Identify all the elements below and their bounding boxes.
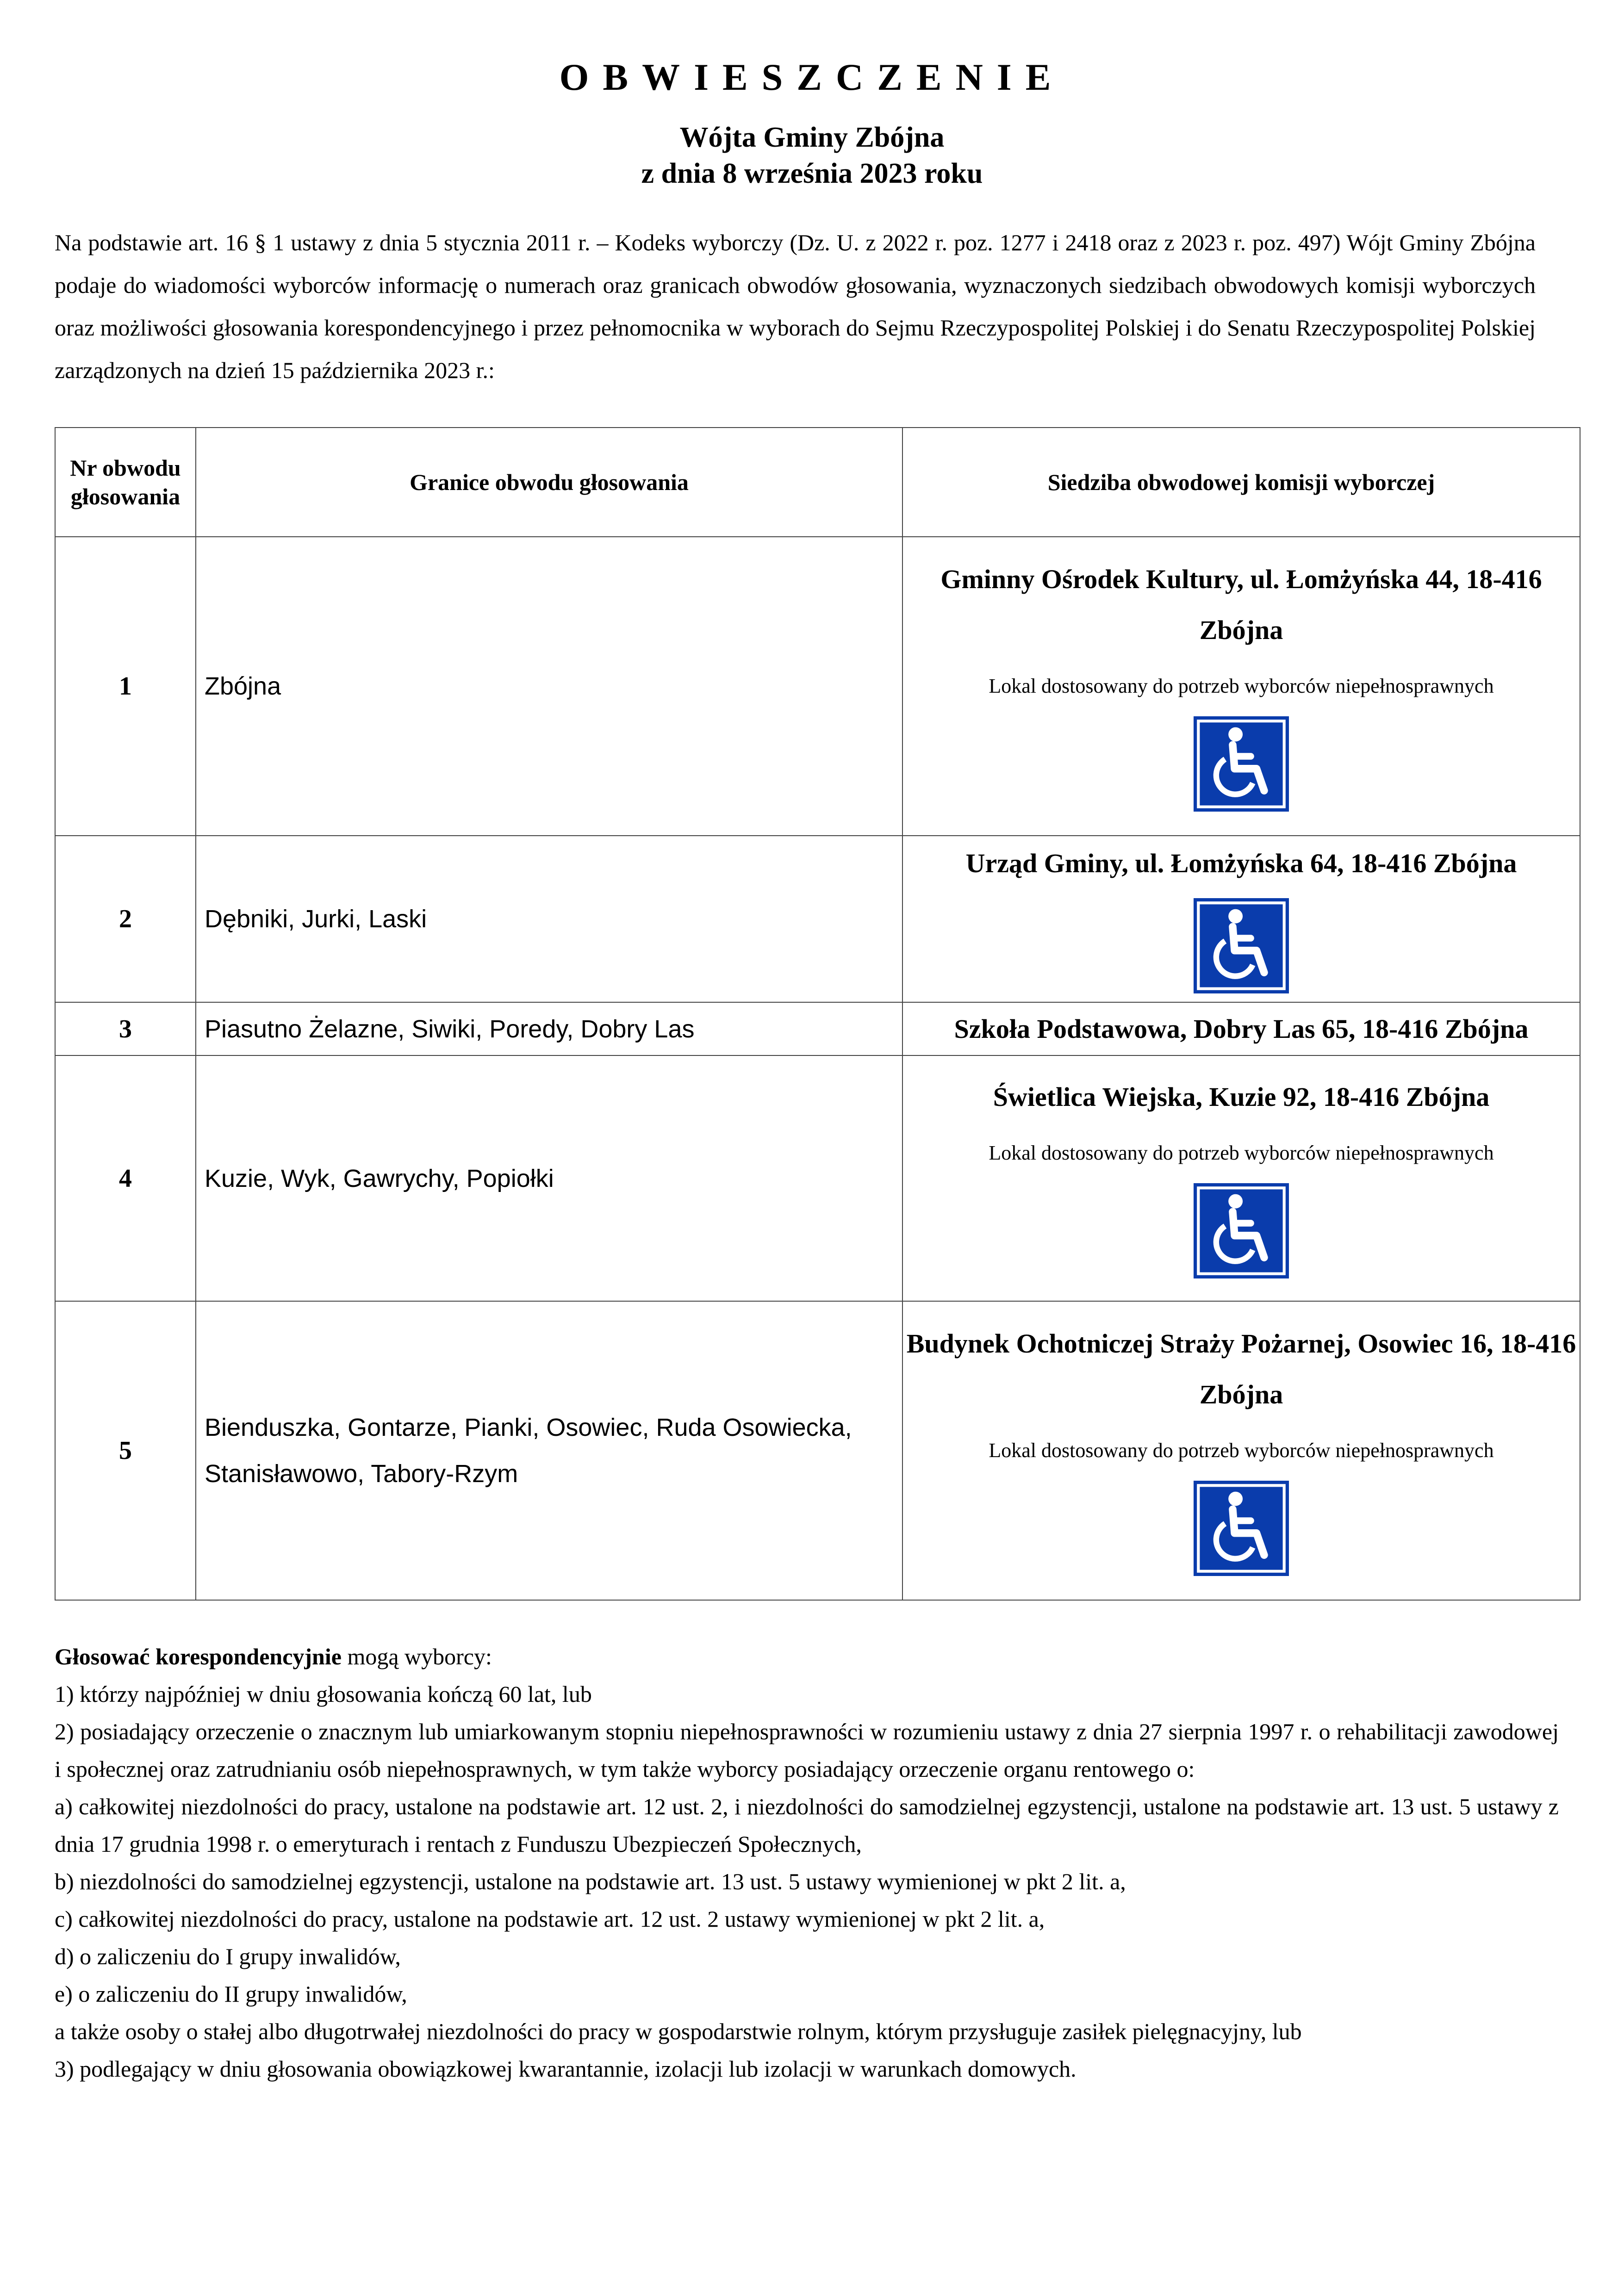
intro-paragraph: Na podstawie art. 16 § 1 ustawy z dnia 5 stycznia 2011 r. – Kodeks wyborczy (Dz. U. z 2022 r. poz. 1277 i 2418 oraz z 2023 r. poz. 497) Wójt Gminy Zbójna podaje do wiadomości wyborców informację o numerach oraz granicach obwodów głosowania, wyznaczonych siedzibach obwodowych komisji wyborczych oraz możliwości głosowania korespondencyjnego i przez pełnomocnika w wyborach do Sejmu Rzeczypospolitej Polskiej i do Senatu Rzeczypospolitej Polskiej zarządzonych na dzień 15 października 2023 r.: [55, 230, 1536, 383]
table-row [55, 1301, 1580, 1600]
commission-seat [902, 1301, 1580, 1600]
table-row [55, 1055, 1580, 1301]
commission-seat [902, 1055, 1580, 1301]
postal-item: 1) którzy najpóźniej w dniu głosowania kończą 60 lat, lub [55, 1681, 592, 1707]
district-number: 3 [55, 1002, 196, 1055]
district-number: 5 [55, 1301, 196, 1600]
accessibility-note: Lokal dostosowany do potrzeb wyborców niepełnosprawnych [989, 1141, 1494, 1164]
wheelchair-icon [1194, 898, 1289, 993]
table-row [55, 537, 1580, 836]
seat-name: Urząd Gminy, ul. Łomżyńska 64, 18-416 Zbójna [965, 848, 1517, 878]
postal-item: 3) podlegający w dniu głosowania obowiązkowej kwarantannie, izolacji lub izolacji w warunkach domowych. [55, 2056, 1076, 2082]
postal-lead-bold: Głosować korespondencyjnie [55, 1644, 342, 1669]
table-row [55, 836, 1580, 1002]
wheelchair-icon [1194, 1481, 1289, 1576]
page-title: OBWIESZCZENIE [559, 56, 1065, 98]
postal-lead-rest: mogą wyborcy: [341, 1644, 492, 1669]
seat-name: Gminny Ośrodek Kultury, ul. Łomżyńska 44, 18-416 Zbójna [940, 564, 1542, 645]
wheelchair-icon [1194, 716, 1289, 812]
district-boundaries: Piasutno Żelazne, Siwiki, Poredy, Dobry Las [196, 1002, 902, 1055]
district-boundaries: Kuzie, Wyk, Gawrychy, Popiołki [196, 1055, 902, 1301]
commission-seat [902, 836, 1580, 1002]
accessibility-note: Lokal dostosowany do potrzeb wyborców niepełnosprawnych [989, 675, 1494, 697]
seat-name: Budynek Ochotniczej Straży Pożarnej, Osowiec 16, 18-416 Zbójna [906, 1328, 1576, 1409]
district-number: 1 [55, 537, 196, 836]
table-header-row [55, 428, 1580, 537]
district-boundaries: Zbójna [196, 537, 902, 836]
districts-table [55, 427, 1580, 1601]
district-number: 4 [55, 1055, 196, 1301]
date-line: z dnia 8 września 2023 roku [641, 158, 983, 189]
commission-seat [902, 537, 1580, 836]
district-boundaries: Bienduszka, Gontarze, Pianki, Osowiec, Ruda Osowiecka, Stanisławowo, Tabory-Rzym [196, 1301, 902, 1600]
postal-item: c) całkowitej niezdolności do pracy, ustalone na podstawie art. 12 ust. 2 ustawy wymienionej w pkt 2 lit. a, [55, 1906, 1045, 1932]
postal-lead [55, 1638, 1559, 1675]
accessibility-note: Lokal dostosowany do potrzeb wyborców niepełnosprawnych [989, 1439, 1494, 1462]
district-boundaries: Dębniki, Jurki, Laski [196, 836, 902, 1002]
seat-name: Szkoła Podstawowa, Dobry Las 65, 18-416 Zbójna [954, 1013, 1529, 1044]
postal-voting-section [55, 1638, 1559, 2088]
seat-name: Świetlica Wiejska, Kuzie 92, 18-416 Zbójna [993, 1081, 1490, 1112]
commission-seat [902, 1002, 1580, 1055]
table-row [55, 1002, 1580, 1055]
postal-item: a także osoby o stałej albo długotrwałej niezdolności do pracy w gospodarstwie rolnym, którym przysługuje zasiłek pielęgnacyjny, lub [55, 2018, 1302, 2044]
wheelchair-icon [1194, 1183, 1289, 1278]
header-nr: Nr obwodu głosowania [55, 428, 196, 537]
header-granice: Granice obwodu głosowania [196, 428, 902, 537]
issuer-line: Wójta Gminy Zbójna [679, 122, 945, 153]
district-number: 2 [55, 836, 196, 1002]
header-siedziba: Siedziba obwodowej komisji wyborczej [902, 428, 1580, 537]
postal-item: 2) posiadający orzeczenie o znacznym lub umiarkowanym stopniu niepełnosprawności w rozumieniu ustawy z dnia 27 sierpnia 1997 r. o rehabilitacji zawodowej i społecznej oraz zatrudnianiu osób niepełnosprawnych, w tym także wyborcy posiadający orzeczenie organu rentowego o: [55, 1719, 1559, 1782]
postal-item: a) całkowitej niezdolności do pracy, ustalone na podstawie art. 12 ust. 2, i niezdolności do samodzielnej egzystencji, ustalone na podstawie art. 13 ust. 5 ustawy z dnia 17 grudnia 1998 r. o emeryturach i rentach z Funduszu Ubezpieczeń Społecznych, [55, 1793, 1559, 1857]
postal-item: d) o zaliczeniu do I grupy inwalidów, [55, 1943, 401, 1969]
postal-item: e) o zaliczeniu do II grupy inwalidów, [55, 1981, 407, 2007]
postal-item: b) niezdolności do samodzielnej egzystencji, ustalone na podstawie art. 13 ust. 5 ustawy wymienionej w pkt 2 lit. a, [55, 1868, 1126, 1894]
